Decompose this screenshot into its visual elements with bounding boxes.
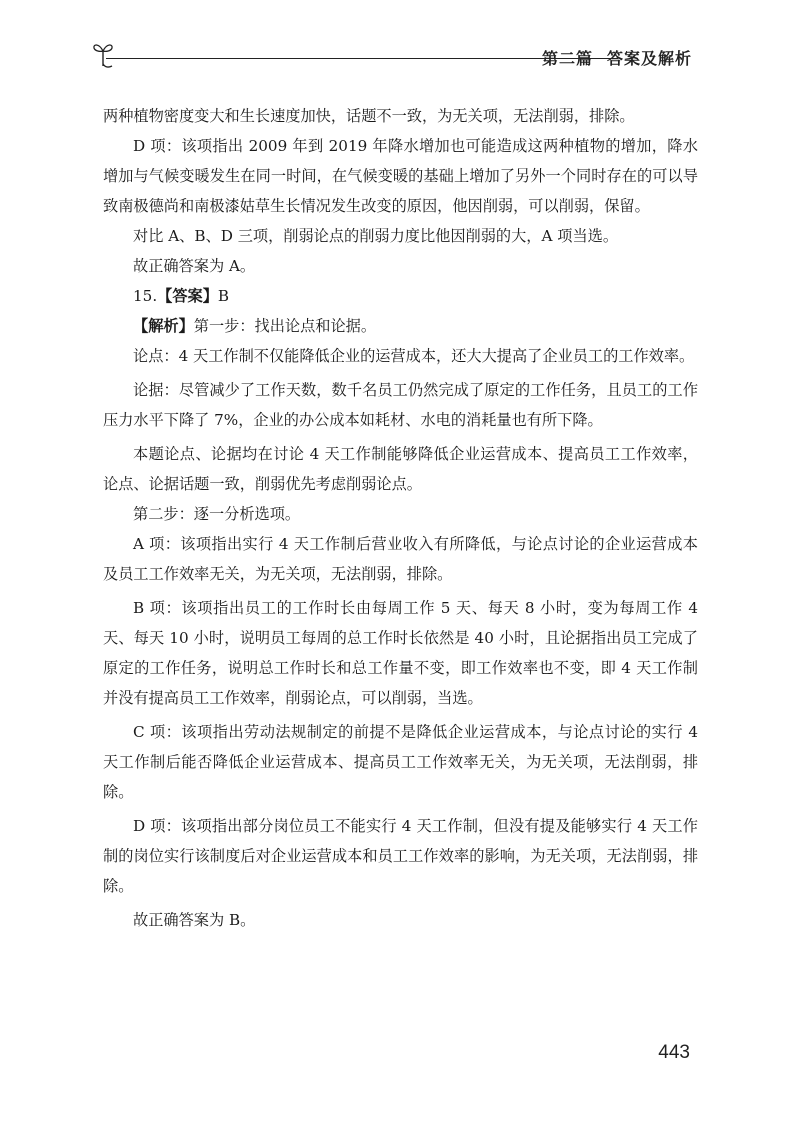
question-number: 15.: [133, 287, 158, 305]
analysis-step-1-text: 第一步：找出论点和论据。: [193, 317, 376, 335]
analysis-step-1: [103, 311, 698, 341]
answer-value: B: [217, 287, 230, 305]
page-number: 443: [658, 1042, 690, 1063]
paragraph-option-d-prev: D 项：该项指出 2009 年到 2019 年降水增加也可能造成这两种植物的增加，降水增加与气候变暖发生在同一时间，在气候变暖的基础上增加了另外一个同时存在的可以导致南极德尚和南极漆姑草生长情况发生改变的原因，他因削弱，可以削弱，保留。: [103, 137, 698, 215]
analysis-tag: 【解析】: [133, 317, 194, 335]
paragraph-topic: 本题论点、论据均在讨论 4 天工作制能够降低企业运营成本、提高员工工作效率，论点、论据话题一致，削弱优先考虑削弱论点。: [103, 445, 698, 493]
answer-tag: 【答案】: [157, 287, 218, 305]
paragraph-option-a: A 项：该项指出实行 4 天工作制后营业收入有所降低，与论点讨论的企业运营成本及员工工作效率无关，为无关项，无法削弱，排除。: [103, 535, 698, 583]
question-15-answer: [103, 281, 698, 311]
header-title: [542, 46, 692, 69]
paragraph-option-b: B 项：该项指出员工的工作时长由每周工作 5 天、每天 8 小时，变为每周工作 4 天、每天 10 小时，说明员工每周的总工作时长依然是 40 小时，且论据指出员工完成了原定的工作任务，说明总工作时长和总工作量不变，即工作效率也不变，即 4 天工作制并没有提高员工工作效率，削弱论点，可以削弱，当选。: [103, 599, 698, 707]
header-rule: [106, 58, 616, 59]
paragraph-claim: 论点：4 天工作制不仅能降低企业的运营成本，还大大提高了企业员工的工作效率。: [133, 347, 695, 365]
paragraph-step-2: 第二步：逐一分析选项。: [133, 505, 301, 523]
header-part: 第二篇: [541, 49, 593, 68]
paragraph-evidence: 论据：尽管减少了工作天数，数千名员工仍然完成了原定的工作任务，且员工的工作压力水平下降了 7%，企业的办公成本如耗材、水电的消耗量也有所下降。: [103, 381, 698, 429]
page-header: [92, 40, 692, 74]
paragraph-continuation: 两种植物密度变大和生长速度加快，话题不一致，为无关项，无法削弱，排除。: [103, 107, 635, 125]
sprout-icon: [92, 40, 114, 68]
page-content: [103, 101, 698, 935]
paragraph-final-answer: 故正确答案为 B。: [133, 911, 256, 929]
paragraph-option-c: C 项：该项指出劳动法规制定的前提不是降低企业运营成本，与论点讨论的实行 4 天工作制后能否降低企业运营成本、提高员工工作效率无关，为无关项，无法削弱，排除。: [103, 723, 698, 801]
paragraph-option-d: D 项：该项指出部分岗位员工不能实行 4 天工作制，但没有提及能够实行 4 天工作制的岗位实行该制度后对企业运营成本和员工工作效率的影响，为无关项，无法削弱，排除。: [103, 817, 698, 895]
header-section: 答案及解析: [606, 49, 692, 68]
paragraph-answer-a: 故正确答案为 A。: [133, 257, 256, 275]
paragraph-comparison: 对比 A、B、D 三项，削弱论点的削弱力度比他因削弱的大，A 项当选。: [133, 227, 619, 245]
